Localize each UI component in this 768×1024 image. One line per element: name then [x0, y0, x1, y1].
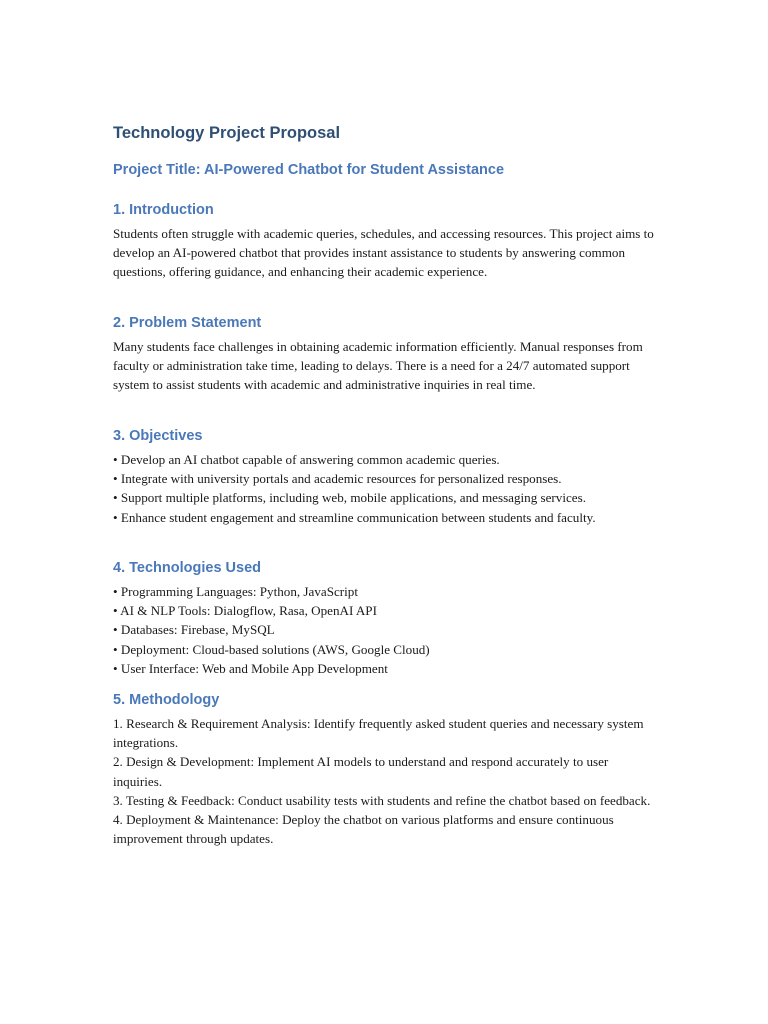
section-problem-statement — [113, 313, 658, 395]
section-heading: 2. Problem Statement — [113, 315, 262, 331]
list-item: • User Interface: Web and Mobile App Development — [113, 660, 388, 676]
list-item: • Programming Languages: Python, JavaScript — [113, 584, 358, 599]
section-body: Students often struggle with academic queries, schedules, and accessing resources. This project aims to develop an AI-powered chatbot that provides instant assistance to students by answering common questions, offering guidance, and enhancing their academic experience. — [113, 226, 654, 280]
section-introduction — [113, 200, 658, 282]
section-methodology — [113, 690, 658, 848]
section-heading: 4. Technologies Used — [113, 560, 261, 576]
list-item: 4. Deployment & Maintenance: Deploy the chatbot on various platforms and ensure continuous improvement through updates. — [113, 812, 614, 847]
list-item: • Develop an AI chatbot capable of answering common academic queries. — [113, 452, 500, 467]
list-item: • Databases: Firebase, MySQL — [113, 622, 275, 638]
list-item: • Support multiple platforms, including web, mobile applications, and messaging services. — [113, 490, 586, 506]
section-body: Many students face challenges in obtaining academic information efficiently. Manual responses from faculty or administration take time, leading to delays. There is a need for a 24/7 automated support system to assist students with academic and administrative inquiries in real time. — [113, 339, 643, 393]
section-objectives — [113, 426, 658, 527]
section-technologies-used — [113, 558, 658, 678]
list-item: 2. Design & Development: Implement AI models to understand and respond accurately to user inquiries. — [113, 754, 609, 789]
list-item: 1. Research & Requirement Analysis: Identify frequently asked student queries and necessary system integrations. — [113, 716, 644, 751]
list-item: • Deployment: Cloud-based solutions (AWS, Google Cloud) — [113, 641, 430, 657]
section-heading: 5. Methodology — [113, 692, 220, 708]
list-item: • Integrate with university portals and academic resources for personalized responses. — [113, 471, 562, 487]
section-heading: 3. Objectives — [113, 428, 203, 444]
list-item: 3. Testing & Feedback: Conduct usability tests with students and refine the chatbot based on feedback. — [113, 792, 651, 808]
project-title: Project Title: AI-Powered Chatbot for Student Assistance — [113, 162, 505, 178]
list-item: • AI & NLP Tools: Dialogflow, Rasa, OpenAI API — [113, 603, 377, 619]
document-title: Technology Project Proposal — [113, 124, 341, 142]
section-heading: 1. Introduction — [113, 202, 214, 218]
list-item: • Enhance student engagement and streamline communication between students and faculty. — [113, 509, 596, 525]
